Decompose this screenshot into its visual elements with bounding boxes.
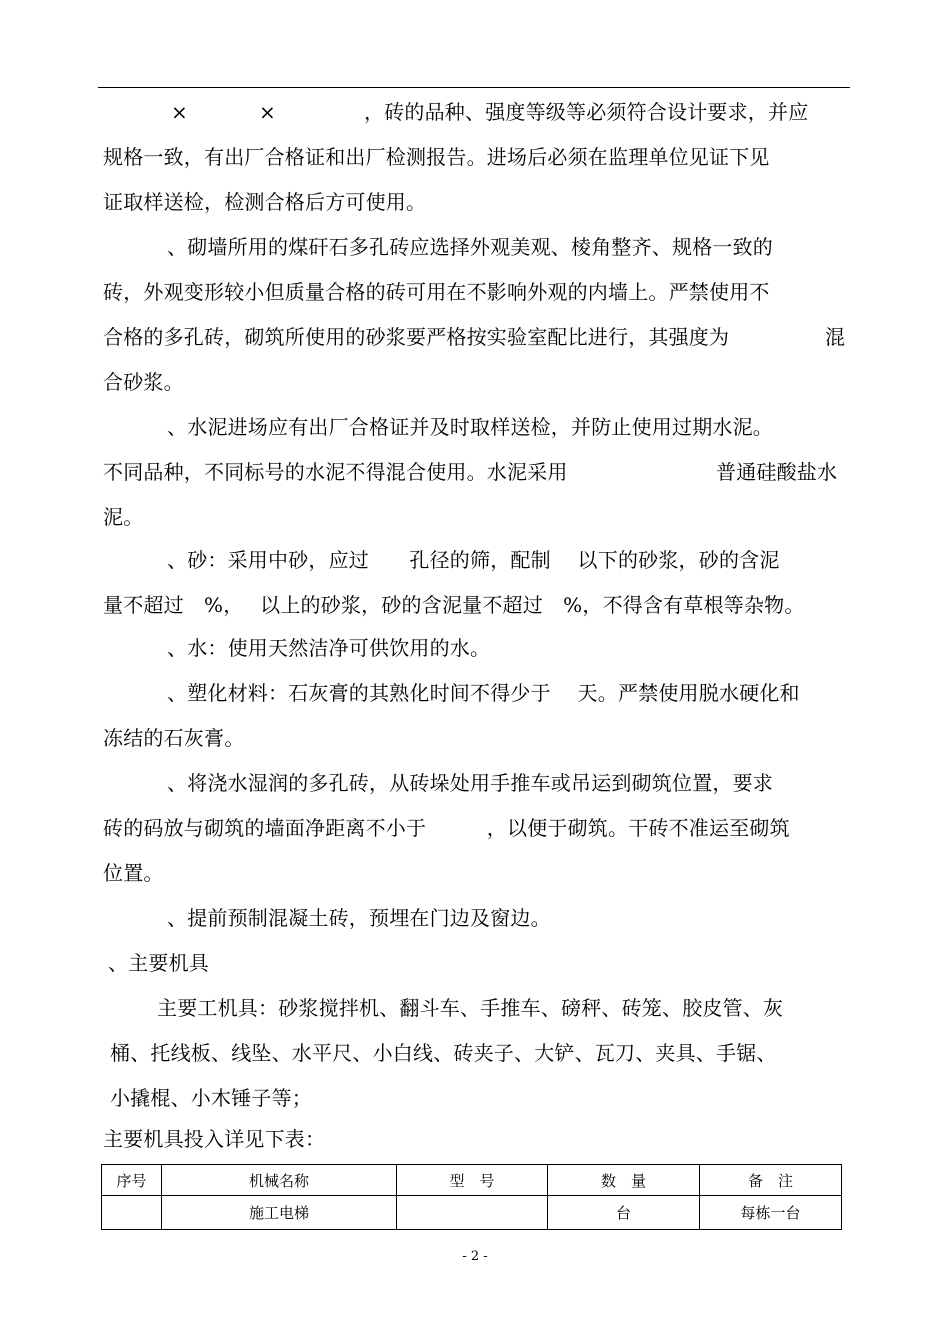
cross-mark: × <box>259 100 276 124</box>
text-line-16: 、将浇水湿润的多孔砖，从砖垛处用手推车或吊运到砌筑位置，要求 <box>167 771 773 795</box>
text-line-17: 砖的码放与砌筑的墙面净距离不小于 ，以便于砌筑。干砖不准运至砌筑 <box>103 816 790 840</box>
text-line-22: 桶、托线板、线坠、水平尺、小白线、砖夹子、大铲、瓦刀、夹具、手锯、 <box>110 1041 777 1065</box>
section-heading: 、主要机具 <box>108 951 209 975</box>
page-number: - 2 - <box>462 1249 488 1264</box>
text-line-12: 量不超过 %， 以上的砂浆，砂的含泥量不超过 %，不得含有草根等杂物。 <box>103 593 805 617</box>
text-line-23: 小撬棍、小木锤子等； <box>110 1086 312 1110</box>
table-header-cell: 序号 <box>102 1165 162 1196</box>
text-segment: ，砖的品种、强度等级等必须符合设计要求，并应 <box>364 100 809 124</box>
table-cell <box>102 1196 162 1230</box>
table-cell: 每栋一台 <box>700 1196 842 1230</box>
table-cell: 台 <box>548 1196 700 1230</box>
header-rule <box>98 87 850 88</box>
cross-mark: × <box>171 100 188 124</box>
text-line-4: 、砌墙所用的煤矸石多孔砖应选择外观美观、棱角整齐、规格一致的 <box>167 235 773 259</box>
text-line-7: 合砂浆。 <box>103 370 184 394</box>
text-line-5: 砖，外观变形较小但质量合格的砖可用在不影响外观的内墙上。严禁使用不 <box>103 280 770 304</box>
text-line-21: 主要工机具：砂浆搅拌机、翻斗车、手推车、磅秤、砖笼、胶皮管、灰 <box>157 996 784 1020</box>
text-line-14: 、塑化材料：石灰膏的其熟化时间不得少于 天。严禁使用脱水硬化和 <box>167 681 800 705</box>
text-line-2: 规格一致，有出厂合格证和出厂检测报告。进场后必须在监理单位见证下见 <box>103 145 770 169</box>
table-header-cell: 备 注 <box>700 1165 842 1196</box>
text-segment: 普通硅酸盐水 <box>716 460 838 484</box>
text-line-3: 证取样送检，检测合格后方可使用。 <box>103 190 427 214</box>
text-line-15: 冻结的石灰膏。 <box>103 726 245 750</box>
text-line-19: 、提前预制混凝土砖，预埋在门边及窗边。 <box>167 906 551 930</box>
machinery-table <box>101 1164 842 1230</box>
table-header-cell: 型 号 <box>397 1165 548 1196</box>
table-row <box>102 1196 842 1230</box>
text-line-13: 、水：使用天然洁净可供饮用的水。 <box>167 636 491 660</box>
text-segment: 合格的多孔砖，砌筑所使用的砂浆要严格按实验室配比进行，其强度为 <box>103 325 730 349</box>
table-cell <box>397 1196 548 1230</box>
table-header-row <box>102 1165 842 1196</box>
text-line-18: 位置。 <box>103 861 164 885</box>
text-line-8: 、水泥进场应有出厂合格证并及时取样送检，并防止使用过期水泥。 <box>167 415 773 439</box>
table-intro: 主要机具投入详见下表： <box>103 1127 326 1151</box>
table-header-cell: 数 量 <box>548 1165 700 1196</box>
text-segment: 不同品种，不同标号的水泥不得混合使用。水泥采用 <box>103 460 568 484</box>
text-segment: 混 <box>825 325 846 349</box>
table-header-cell: 机械名称 <box>162 1165 397 1196</box>
text-line-11: 、砂：采用中砂，应过 孔径的筛，配制 以下的砂浆，砂的含泥 <box>167 548 780 572</box>
table-cell: 施工电梯 <box>162 1196 397 1230</box>
text-line-10: 泥。 <box>103 505 144 529</box>
